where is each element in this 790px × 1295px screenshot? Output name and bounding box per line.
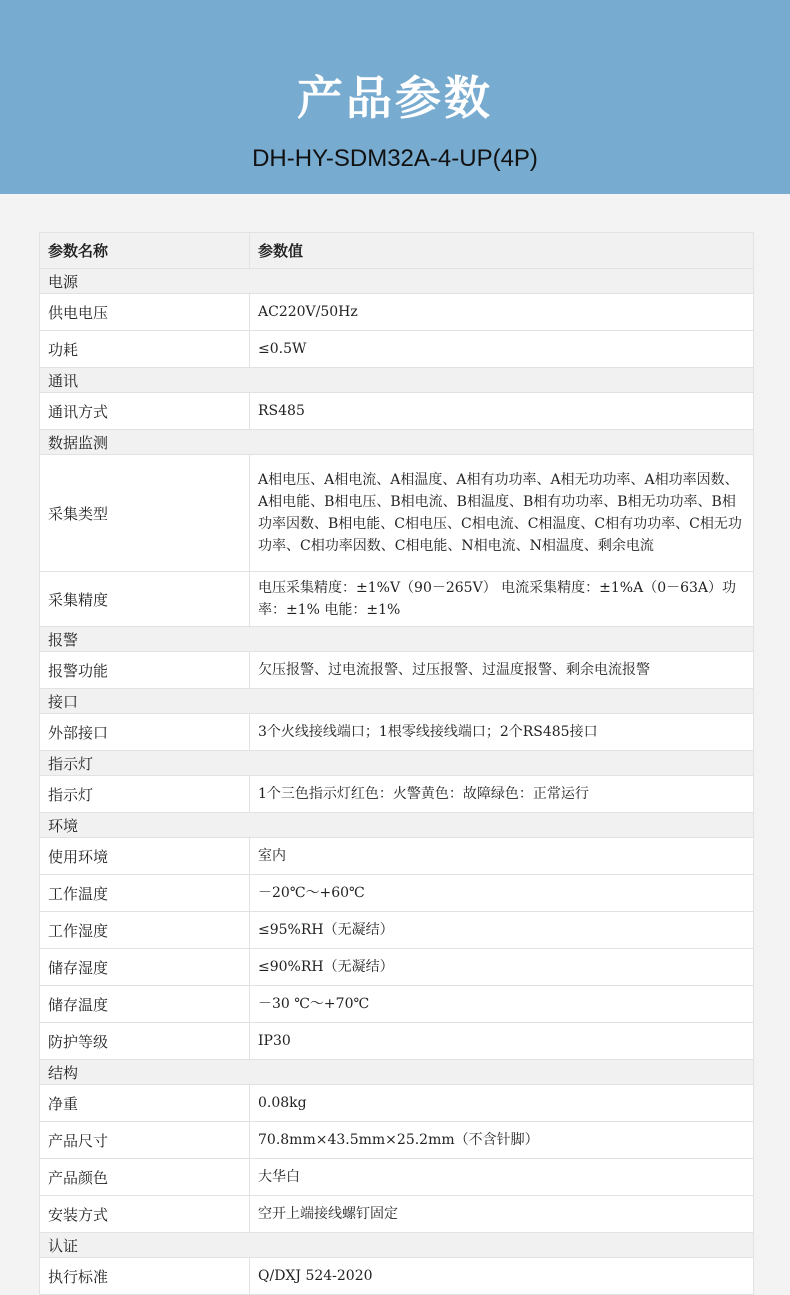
column-header-name: 参数名称 (40, 233, 250, 269)
section-row (40, 751, 754, 776)
param-value: 3个火线接线端口；1根零线接线端口；2个RS485接口 (250, 714, 754, 751)
spec-table-container (39, 232, 753, 1295)
param-name: 采集类型 (40, 455, 250, 572)
param-name: 指示灯 (40, 776, 250, 813)
table-row (40, 1159, 754, 1196)
table-row (40, 1258, 754, 1295)
product-model: DH-HY-SDM32A-4-UP(4P) (252, 145, 538, 172)
section-row (40, 1060, 754, 1085)
param-name: 工作温度 (40, 875, 250, 912)
section-label: 认证 (40, 1233, 754, 1258)
param-value: 0.08kg (250, 1085, 754, 1122)
table-row (40, 875, 754, 912)
param-name: 储存湿度 (40, 949, 250, 986)
param-value: 欠压报警、过电流报警、过压报警、过温度报警、剩余电流报警 (250, 652, 754, 689)
table-row (40, 714, 754, 751)
table-row (40, 912, 754, 949)
section-label: 通讯 (40, 368, 754, 393)
param-value: 空开上端接线螺钉固定 (250, 1196, 754, 1233)
section-row (40, 813, 754, 838)
param-value: －30 ℃～+70℃ (250, 986, 754, 1023)
table-row (40, 1196, 754, 1233)
param-name: 报警功能 (40, 652, 250, 689)
table-row (40, 776, 754, 813)
table-row (40, 1122, 754, 1159)
param-value: ≤90%RH（无凝结） (250, 949, 754, 986)
param-name: 防护等级 (40, 1023, 250, 1060)
table-row (40, 331, 754, 368)
section-label: 数据监测 (40, 430, 754, 455)
page-title: 产品参数 (297, 71, 493, 125)
param-value: 70.8mm×43.5mm×25.2mm（不含针脚） (250, 1122, 754, 1159)
section-label: 结构 (40, 1060, 754, 1085)
param-name: 使用环境 (40, 838, 250, 875)
section-label: 接口 (40, 689, 754, 714)
section-label: 指示灯 (40, 751, 754, 776)
param-value: 电压采集精度：±1%V（90－265V） 电流采集精度：±1%A（0－63A）功率：±1% 电能：±1% (250, 572, 754, 627)
param-name: 供电电压 (40, 294, 250, 331)
param-name: 外部接口 (40, 714, 250, 751)
param-name: 安装方式 (40, 1196, 250, 1233)
table-row (40, 1085, 754, 1122)
table-row (40, 652, 754, 689)
param-name: 产品颜色 (40, 1159, 250, 1196)
table-row (40, 393, 754, 430)
param-value: Q/DXJ 524-2020 (250, 1258, 754, 1295)
param-name: 功耗 (40, 331, 250, 368)
param-name: 产品尺寸 (40, 1122, 250, 1159)
param-name: 采集精度 (40, 572, 250, 627)
param-name: 工作湿度 (40, 912, 250, 949)
param-value: AC220V/50Hz (250, 294, 754, 331)
spec-table (39, 232, 754, 1295)
section-row (40, 269, 754, 294)
section-row (40, 627, 754, 652)
table-row (40, 455, 754, 572)
param-value: 大华白 (250, 1159, 754, 1196)
param-value: A相电压、A相电流、A相温度、A相有功功率、A相无功功率、A相功率因数、A相电能、B相电压、B相电流、B相温度、B相有功功率、B相无功功率、B相功率因数、B相电能、C相电压、C相电流、C相温度、C相有功功率、C相无功功率、C相功率因数、C相电能、N相电流、N相温度、剩余电流 (250, 455, 754, 572)
section-row (40, 1233, 754, 1258)
param-value: －20℃～+60℃ (250, 875, 754, 912)
param-value: ≤95%RH（无凝结） (250, 912, 754, 949)
table-row (40, 949, 754, 986)
table-row (40, 1023, 754, 1060)
section-row (40, 689, 754, 714)
header-banner (0, 0, 790, 194)
section-row (40, 430, 754, 455)
param-value: RS485 (250, 393, 754, 430)
section-row (40, 368, 754, 393)
table-row (40, 986, 754, 1023)
param-value: 室内 (250, 838, 754, 875)
param-name: 执行标准 (40, 1258, 250, 1295)
section-label: 环境 (40, 813, 754, 838)
section-label: 电源 (40, 269, 754, 294)
table-header-row (40, 233, 754, 269)
param-value: 1个三色指示灯红色：火警黄色：故障绿色：正常运行 (250, 776, 754, 813)
table-row (40, 294, 754, 331)
param-value: ≤0.5W (250, 331, 754, 368)
param-value: IP30 (250, 1023, 754, 1060)
table-row (40, 838, 754, 875)
param-name: 净重 (40, 1085, 250, 1122)
column-header-value: 参数值 (250, 233, 754, 269)
table-row (40, 572, 754, 627)
param-name: 通讯方式 (40, 393, 250, 430)
section-label: 报警 (40, 627, 754, 652)
param-name: 储存温度 (40, 986, 250, 1023)
